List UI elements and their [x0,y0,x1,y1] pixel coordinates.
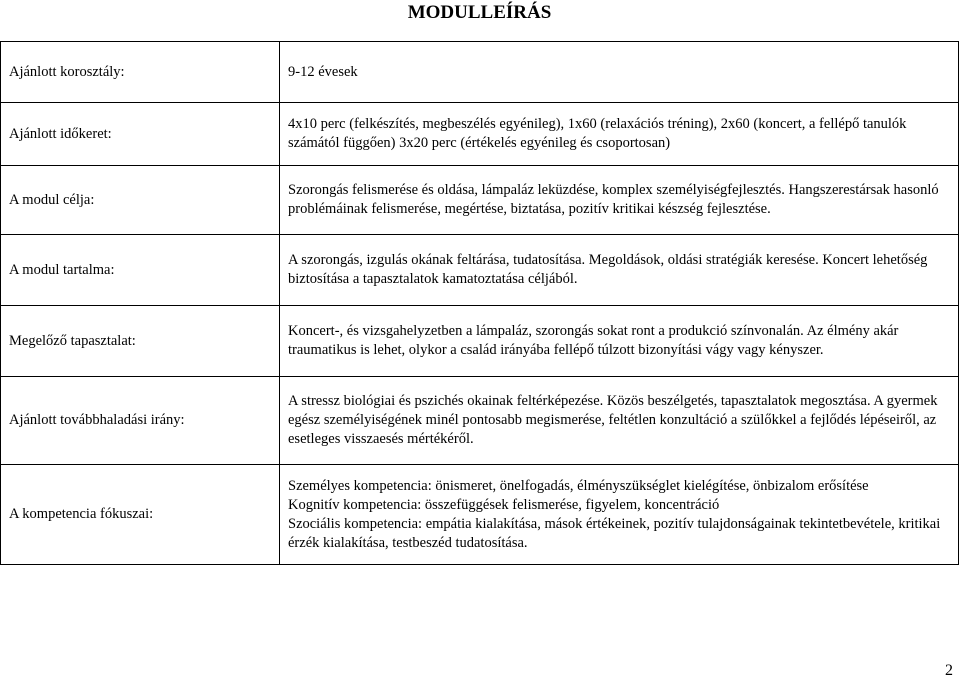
row-label: A modul célja: [1,166,280,235]
row-value [280,166,959,235]
table-row [1,235,959,306]
row-value [280,306,959,377]
row-value-text: A szorongás, izgulás okának feltárása, tudatosítása. Megoldások, oldási stratégiák keresése. Koncert lehetőség biztosítása a tapasztalatok kamatoztatása céljából. [288,252,928,287]
table-row [1,465,959,565]
table-row [1,103,959,166]
row-label: Ajánlott továbbhaladási irány: [1,377,280,465]
row-label: Ajánlott időkeret: [1,103,280,166]
table-row [1,306,959,377]
competence-personal: Személyes kompetencia: önismeret, önelfogadás, élményszükséglet kielégítése, önbizalom erősítése [288,477,869,494]
row-label: A kompetencia fókuszai: [1,465,280,565]
row-value-text: A stressz biológiai és pszichés okainak feltérképezése. Közös beszélgetés, tapasztalatok megosztása. A gyermek egész személyiségének minél pontosabb megismerése, feltétlen konzultáció a szülőkkel a fejlődés lépéseiről, az esetleges visszaesés mértékéről. [288,393,938,447]
table-row [1,166,959,235]
table-row [1,42,959,103]
row-value-text: Koncert-, és vizsgahelyzetben a lámpaláz, szorongás sokat ront a produkció színvonalán. Az élmény akár traumatikus is lehet, olykor a család irányába fellépő túlzott bizonyítási vágy vagy kényszer. [288,323,899,358]
row-label: A modul tartalma: [1,235,280,306]
row-value-text: 9-12 évesek [288,63,358,80]
module-description-table [0,41,959,565]
competence-social: Szociális kompetencia: empátia kialakítása, mások értékeinek, pozitív tulajdonságainak tekintetbevétele, kritikai érzék kialakítása, testbeszéd tudatosítása. [288,515,941,551]
document-title: MODULLEÍRÁS [407,2,552,23]
row-value [280,103,959,166]
row-value [280,377,959,465]
table-row [1,377,959,465]
row-value [280,235,959,306]
competence-cognitive: Kognitív kompetencia: összefüggések felismerése, figyelem, koncentráció [288,496,720,513]
page-number: 2 [945,662,953,679]
row-value-text: 4x10 perc (felkészítés, megbeszélés egyénileg), 1x60 (relaxációs tréning), 2x60 (koncert, a fellépő tanulók számától függően) 3x20 perc (értékelés egyénileg és csoportosan) [288,116,907,151]
row-label: Megelőző tapasztalat: [1,306,280,377]
row-label: Ajánlott korosztály: [1,42,280,103]
row-value [280,42,959,103]
row-value [280,465,959,565]
row-value-text: Szorongás felismerése és oldása, lámpaláz leküzdése, komplex személyiségfejlesztés. Hangszerestársak hasonló problémáinak felismerése, megértése, biztatása, pozitív kritikai készség fejlesztése. [288,182,939,217]
